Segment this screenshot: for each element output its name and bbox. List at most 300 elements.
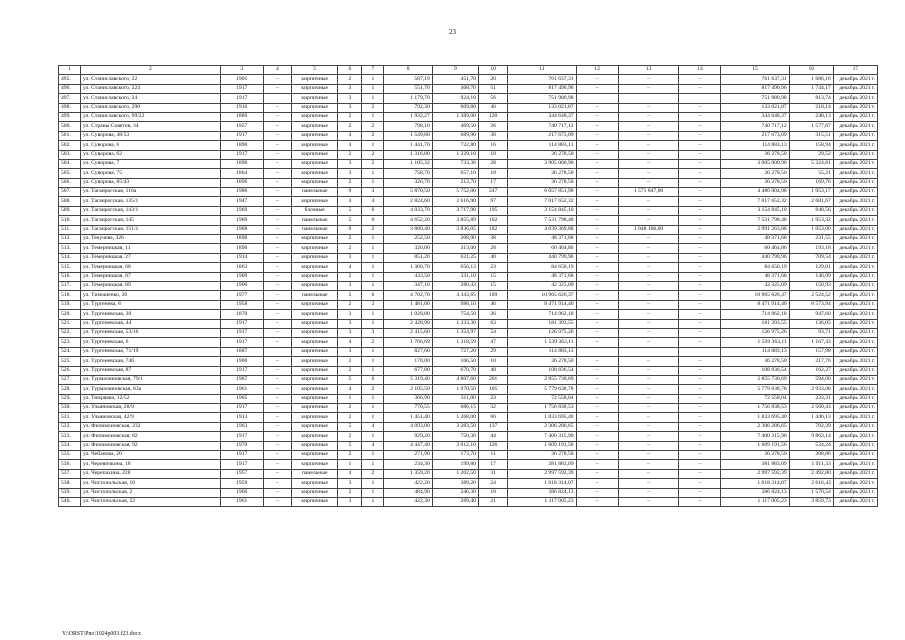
table-cell: – xyxy=(576,150,618,159)
table-cell: – xyxy=(263,75,291,84)
table-cell: 3 xyxy=(338,347,362,356)
table-cell: 36 278,50 xyxy=(508,178,576,187)
table-cell: кирпичные xyxy=(292,451,338,460)
table-cell: – xyxy=(679,357,721,366)
table-cell: 686,15 xyxy=(432,404,478,413)
table-row xyxy=(59,357,878,366)
table-cell: ул. Темерницкая, 87 xyxy=(81,272,221,281)
table-cell: ул. Таганрогская, 116а xyxy=(81,188,221,197)
table-cell: – xyxy=(263,197,291,206)
table-cell: 1 048 106,00 xyxy=(618,225,679,234)
table-cell: декабрь 2021 г. xyxy=(833,272,877,281)
table-cell: 1 xyxy=(362,281,384,290)
table-cell: ул. Ульяновская, 42/9 xyxy=(81,413,221,422)
column-number-header: 12 xyxy=(576,66,618,75)
table-cell: – xyxy=(618,422,679,431)
table-cell: декабрь 2021 г. xyxy=(833,357,877,366)
table-cell: 1969 xyxy=(220,216,263,225)
table-row xyxy=(59,338,878,347)
table-cell: 3 xyxy=(338,253,362,262)
table-cell: декабрь 2021 г. xyxy=(833,488,877,497)
table-cell: 516. xyxy=(59,272,81,281)
register-table xyxy=(58,65,878,507)
table-cell: – xyxy=(618,75,679,84)
table-cell: 817 490,96 xyxy=(508,84,576,93)
table-cell: 1917 xyxy=(220,451,263,460)
table-cell: 1958 xyxy=(220,300,263,309)
table-cell: 1 xyxy=(362,272,384,281)
table-cell: кирпичные xyxy=(292,422,338,431)
table-cell: – xyxy=(263,206,291,215)
table-cell: 521. xyxy=(59,319,81,328)
table-cell: 515. xyxy=(59,263,81,272)
table-cell: 18 xyxy=(478,150,507,159)
table-cell: ул. Черепахина, 228 xyxy=(81,469,221,478)
table-cell: 536. xyxy=(59,460,81,469)
table-cell: – xyxy=(679,385,721,394)
table-cell: – xyxy=(263,319,291,328)
table-cell: 501. xyxy=(59,131,81,140)
table-row xyxy=(59,497,878,506)
table-cell: 507. xyxy=(59,188,81,197)
table-row xyxy=(59,432,878,441)
table-cell: 4 033,70 xyxy=(384,206,432,215)
table-cell: 23 xyxy=(478,263,507,272)
table-cell: 133 021,87 xyxy=(721,103,789,112)
table-cell: 1 xyxy=(362,94,384,103)
table-cell: – xyxy=(618,150,679,159)
table-cell: 621,25 xyxy=(432,253,478,262)
table-cell: 15 xyxy=(478,281,507,290)
table-cell: кирпичные xyxy=(292,385,338,394)
table-cell: – xyxy=(618,451,679,460)
table-cell: 1967 xyxy=(220,375,263,384)
table-cell: 2 xyxy=(338,366,362,375)
table-cell: 1 539 363,11 xyxy=(721,338,789,347)
table-cell: – xyxy=(576,263,618,272)
table-cell: ул. Суворова, 62 xyxy=(81,150,221,159)
table-cell: 208,86 xyxy=(789,451,833,460)
table-cell: 5 870,50 xyxy=(384,188,432,197)
table-cell: 129,01 xyxy=(789,263,833,272)
table-cell: 63 xyxy=(478,319,507,328)
table-cell: 714 962,18 xyxy=(721,310,789,319)
table-cell: 3 xyxy=(338,310,362,319)
table-cell: 386 824,13 xyxy=(508,488,576,497)
table-cell: 534,24 xyxy=(789,441,833,450)
table-cell: 3 xyxy=(362,328,384,337)
table-cell: 48 371,68 xyxy=(721,272,789,281)
table-cell: 108 836,54 xyxy=(721,366,789,375)
table-cell: кирпичные xyxy=(292,141,338,150)
table-cell: 315,51 xyxy=(789,131,833,140)
table-cell: 1863 xyxy=(220,263,263,272)
table-cell: – xyxy=(618,206,679,215)
table-cell: 313,00 xyxy=(432,244,478,253)
table-cell: 2 xyxy=(338,272,362,281)
table-cell: 84 650,19 xyxy=(508,263,576,272)
table-cell: – xyxy=(263,479,291,488)
table-cell: – xyxy=(679,422,721,431)
table-cell: 469,50 xyxy=(432,122,478,131)
table-cell: 114 883,13 xyxy=(721,347,789,356)
table-cell: 133 021,87 xyxy=(508,103,576,112)
table-cell: панельные xyxy=(292,469,338,478)
table-cell: 1 xyxy=(362,178,384,187)
table-cell: кирпичные xyxy=(292,347,338,356)
table-cell: – xyxy=(618,131,679,140)
table-cell: декабрь 2021 г. xyxy=(833,281,877,290)
table-cell: 6 xyxy=(362,375,384,384)
column-number-header: 16 xyxy=(789,66,833,75)
table-row xyxy=(59,141,878,150)
table-cell: 3 xyxy=(338,479,362,488)
table-cell: 1 744,17 xyxy=(789,84,833,93)
table-cell: 1 570,54 xyxy=(789,488,833,497)
table-cell: – xyxy=(618,103,679,112)
table-cell: ул. Чистопольская, 10 xyxy=(81,479,221,488)
table-cell: 7 017 652,32 xyxy=(721,197,789,206)
table-cell: 173,70 xyxy=(432,451,478,460)
table-cell: – xyxy=(618,272,679,281)
table-cell: 72 558,04 xyxy=(508,394,576,403)
table-cell: – xyxy=(679,169,721,178)
column-number-header: 4 xyxy=(263,66,291,75)
table-cell: – xyxy=(263,385,291,394)
table-cell: – xyxy=(618,328,679,337)
table-row xyxy=(59,310,878,319)
table-cell: 4 807,60 xyxy=(432,375,478,384)
table-cell: 2 105,50 xyxy=(384,385,432,394)
table-row xyxy=(59,404,878,413)
table-cell: – xyxy=(263,469,291,478)
table-cell: 1 179,70 xyxy=(384,94,432,103)
table-cell: – xyxy=(263,441,291,450)
table-cell: 1 571 847,00 xyxy=(618,188,679,197)
table-cell: 517. xyxy=(59,281,81,290)
table-cell: кирпичные xyxy=(292,75,338,84)
table-cell: – xyxy=(263,291,291,300)
table-cell: 157,98 xyxy=(789,347,833,356)
table-cell: 137 xyxy=(478,422,507,431)
table-cell: – xyxy=(618,441,679,450)
table-cell: 193,18 xyxy=(789,244,833,253)
table-cell: 1917 xyxy=(220,84,263,93)
table-cell: 2 xyxy=(362,150,384,159)
table-cell: – xyxy=(618,197,679,206)
table-cell: блочные xyxy=(292,206,338,215)
column-number-header: 10 xyxy=(478,66,507,75)
table-cell: 3 xyxy=(338,159,362,168)
table-row xyxy=(59,244,878,253)
table-cell: – xyxy=(576,291,618,300)
table-cell: декабрь 2021 г. xyxy=(833,460,877,469)
table-cell: 3 859,73 xyxy=(789,497,833,506)
table-cell: 5 xyxy=(338,216,362,225)
table-cell: 2 xyxy=(338,235,362,244)
table-cell: ул. Тургеневская, 6 xyxy=(81,338,221,347)
table-cell: 440 799,96 xyxy=(508,253,576,262)
table-cell: 344 648,37 xyxy=(721,112,789,121)
table-cell: декабрь 2021 г. xyxy=(833,141,877,150)
table-cell: – xyxy=(576,75,618,84)
table-cell: 498. xyxy=(59,103,81,112)
table-cell: кирпичные xyxy=(292,122,338,131)
table-cell: 714 962,18 xyxy=(508,310,576,319)
table-cell: 1 766,69 xyxy=(384,338,432,347)
table-cell: 512. xyxy=(59,235,81,244)
table-cell: 2 xyxy=(338,112,362,121)
table-cell: 1 833 695,40 xyxy=(721,413,789,422)
column-number-header: 14 xyxy=(679,66,721,75)
table-cell: 344 648,37 xyxy=(508,112,576,121)
table-cell: 4 xyxy=(338,469,362,478)
table-cell: 108 836,54 xyxy=(508,366,576,375)
table-cell: 2 xyxy=(362,122,384,131)
table-cell: 531. xyxy=(59,413,81,422)
column-number-header: 7 xyxy=(362,66,384,75)
table-row xyxy=(59,103,878,112)
table-cell: 97 xyxy=(478,197,507,206)
table-cell: 331,10 xyxy=(432,272,478,281)
table-cell: 114 883,13 xyxy=(508,347,576,356)
table-cell: кирпичные xyxy=(292,178,338,187)
table-row xyxy=(59,366,878,375)
table-cell: 166,50 xyxy=(432,357,478,366)
table-cell: 670,70 xyxy=(432,366,478,375)
table-cell: 1914 xyxy=(220,253,263,262)
table-cell: кирпичные xyxy=(292,244,338,253)
table-cell: – xyxy=(679,188,721,197)
table-cell: ул. Таганрогская, 145 xyxy=(81,216,221,225)
table-cell: – xyxy=(576,432,618,441)
table-cell: 1 053,00 xyxy=(789,225,833,234)
table-cell: 1889 xyxy=(220,112,263,121)
table-cell: 1 229,10 xyxy=(432,150,478,159)
table-cell: 9 863,14 xyxy=(789,432,833,441)
table-cell: 10 965 626,37 xyxy=(508,291,576,300)
table-cell: 36 278,50 xyxy=(721,357,789,366)
table-cell: 1 xyxy=(338,460,362,469)
table-cell: декабрь 2021 г. xyxy=(833,328,877,337)
table-cell: 5 779 638,78 xyxy=(721,385,789,394)
table-cell: 1870 xyxy=(220,310,263,319)
table-cell: 2 997 592,39 xyxy=(721,469,789,478)
table-cell: 5 xyxy=(338,422,362,431)
table-cell: 114 883,13 xyxy=(721,141,789,150)
column-number-header: 9 xyxy=(432,66,478,75)
table-cell: – xyxy=(576,159,618,168)
table-cell: 1 549,80 xyxy=(384,131,432,140)
table-cell: ул. Тургеневская, 71/19 xyxy=(81,347,221,356)
table-cell: 72 558,04 xyxy=(721,394,789,403)
table-cell: – xyxy=(679,375,721,384)
table-cell: 5 324,81 xyxy=(789,159,833,168)
table-cell: декабрь 2021 г. xyxy=(833,169,877,178)
table-cell: 8 471 914,40 xyxy=(508,300,576,309)
table-cell: – xyxy=(679,432,721,441)
table-cell: – xyxy=(618,375,679,384)
table-cell: кирпичные xyxy=(292,357,338,366)
table-cell: 18 xyxy=(478,488,507,497)
table-cell: 924,10 xyxy=(432,94,478,103)
table-cell: 169,76 xyxy=(789,178,833,187)
table-cell: – xyxy=(618,338,679,347)
table-row xyxy=(59,328,878,337)
table-cell: – xyxy=(576,206,618,215)
table-cell: 4 039 369,88 xyxy=(508,225,576,234)
table-cell xyxy=(263,94,291,103)
table-cell: – xyxy=(263,150,291,159)
table-cell: 1917 xyxy=(220,404,263,413)
table-cell: – xyxy=(679,178,721,187)
table-cell: – xyxy=(618,159,679,168)
table-cell: 1 xyxy=(362,253,384,262)
table-cell: 36 278,50 xyxy=(721,178,789,187)
table-cell xyxy=(679,347,721,356)
table-cell: 3 xyxy=(338,169,362,178)
table-row xyxy=(59,479,878,488)
table-cell: 1 953,32 xyxy=(789,216,833,225)
table-cell: – xyxy=(679,441,721,450)
column-number-header: 2 xyxy=(81,66,221,75)
table-cell: 5 xyxy=(338,441,362,450)
table-cell: 1 105,32 xyxy=(384,159,432,168)
table-cell: 381 883,09 xyxy=(721,460,789,469)
table-cell: ул. Темерницкая, 89 xyxy=(81,281,221,290)
table-cell: 2 xyxy=(338,451,362,460)
table-cell: 594,00 xyxy=(789,375,833,384)
table-cell: 1 xyxy=(362,404,384,413)
table-cell: 66 xyxy=(478,413,507,422)
table-cell: 947,60 xyxy=(789,310,833,319)
table-cell: 1963 xyxy=(220,422,263,431)
table-cell: кирпичные xyxy=(292,150,338,159)
table-cell: 36 278,50 xyxy=(508,169,576,178)
table-cell: панельные xyxy=(292,188,338,197)
table-cell: 535. xyxy=(59,451,81,460)
table-cell: кирпичные xyxy=(292,413,338,422)
table-cell: 5 319,40 xyxy=(384,375,432,384)
table-cell: 1905 xyxy=(220,394,263,403)
table-cell: 1 333,30 xyxy=(432,319,478,328)
table-cell: – xyxy=(576,497,618,506)
table-cell: 6 xyxy=(362,216,384,225)
table-cell: 520. xyxy=(59,310,81,319)
table-cell: – xyxy=(576,413,618,422)
table-cell: – xyxy=(679,103,721,112)
table-cell: 505. xyxy=(59,169,81,178)
table-cell: 3 xyxy=(362,188,384,197)
table-cell: 1969 xyxy=(220,206,263,215)
table-cell: – xyxy=(576,394,618,403)
table-cell: 271,90 xyxy=(384,451,432,460)
table-cell: 9 xyxy=(338,188,362,197)
table-cell: 150,93 xyxy=(789,281,833,290)
table-cell: – xyxy=(263,497,291,506)
table-cell: 1 xyxy=(362,479,384,488)
table-cell: 213,70 xyxy=(432,178,478,187)
table-cell: 1 389,00 xyxy=(432,112,478,121)
table-cell: 506. xyxy=(59,178,81,187)
table-cell: декабрь 2021 г. xyxy=(833,394,877,403)
table-cell: 60 464,86 xyxy=(721,244,789,253)
table-cell: декабрь 2021 г. xyxy=(833,404,877,413)
table-cell: 208,90 xyxy=(432,235,478,244)
table-cell: – xyxy=(618,112,679,121)
table-cell: кирпичные xyxy=(292,131,338,140)
table-cell: 4 702,70 xyxy=(384,291,432,300)
table-cell: – xyxy=(263,141,291,150)
table-cell: ул. Филимоновская, 232 xyxy=(81,422,221,431)
table-cell: – xyxy=(679,263,721,272)
table-row xyxy=(59,84,878,93)
table-cell: 201 xyxy=(478,375,507,384)
table-cell: 2 415,60 xyxy=(384,328,432,337)
table-cell: кирпичные xyxy=(292,404,338,413)
table-cell: 657,10 xyxy=(432,169,478,178)
table-cell: 15 xyxy=(478,272,507,281)
table-cell: 1 202,50 xyxy=(432,469,478,478)
table-cell: – xyxy=(618,366,679,375)
table-cell: 1 481,00 xyxy=(384,300,432,309)
table-cell: 26 xyxy=(478,310,507,319)
table-cell: 422,20 xyxy=(384,479,432,488)
table-cell: – xyxy=(263,394,291,403)
table-cell: декабрь 2021 г. xyxy=(833,122,877,131)
column-number-header: 17 xyxy=(833,66,877,75)
table-cell: 1 xyxy=(362,235,384,244)
table-cell: 3 xyxy=(338,94,362,103)
table-cell: – xyxy=(263,253,291,262)
table-cell: 11 xyxy=(478,451,507,460)
table-cell: 136,05 xyxy=(789,319,833,328)
table-cell: 3 283,50 xyxy=(432,422,478,431)
table-row xyxy=(59,394,878,403)
table-cell: – xyxy=(263,159,291,168)
table-cell: 533. xyxy=(59,432,81,441)
table-cell: 528. xyxy=(59,385,81,394)
table-cell: 504. xyxy=(59,159,81,168)
table-cell: 524. xyxy=(59,347,81,356)
table-cell: 6 xyxy=(362,291,384,300)
table-cell: – xyxy=(679,469,721,478)
table-cell: 3 905 000,90 xyxy=(721,159,789,168)
table-cell: 162 xyxy=(478,216,507,225)
table-cell: 199,80 xyxy=(432,460,478,469)
table-cell: 2 681,67 xyxy=(789,197,833,206)
table-cell: – xyxy=(679,197,721,206)
table-cell: – xyxy=(576,469,618,478)
table-cell: 7 531 798,48 xyxy=(508,216,576,225)
table-cell: 1 xyxy=(362,451,384,460)
table-header-row xyxy=(59,66,878,75)
table-cell: – xyxy=(679,253,721,262)
table-cell: – xyxy=(576,422,618,431)
table-cell: – xyxy=(679,225,721,234)
table-cell: 1917 xyxy=(220,319,263,328)
table-cell: декабрь 2021 г. xyxy=(833,479,877,488)
table-cell: – xyxy=(576,216,618,225)
table-cell: – xyxy=(679,413,721,422)
table-cell: 1917 xyxy=(220,328,263,337)
table-cell: ул. Чебанова, 20 xyxy=(81,451,221,460)
table-cell: 534. xyxy=(59,441,81,450)
table-cell: 146,09 xyxy=(789,272,833,281)
table-cell: 18 xyxy=(478,169,507,178)
table-cell: 2 xyxy=(338,432,362,441)
table-cell: 1 756 838,53 xyxy=(721,404,789,413)
